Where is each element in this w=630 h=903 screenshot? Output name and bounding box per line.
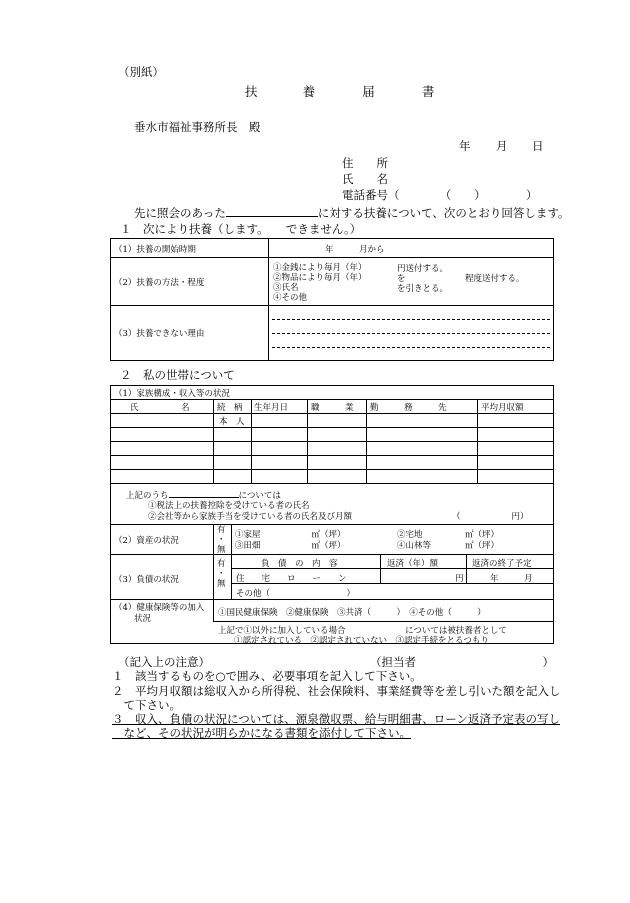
method-label: （2）扶養の方法・程度 bbox=[114, 278, 205, 288]
debt-yn: 有 ・ 無 bbox=[217, 559, 226, 589]
debt-header-amount: 返済（年）額 bbox=[387, 559, 439, 569]
insurance-label2: 状況 bbox=[134, 614, 152, 624]
intro-after-text: に対する扶養について、次のとおり回答します。 bbox=[317, 206, 570, 220]
debt-other: その他（ ） bbox=[236, 589, 356, 599]
note-line2: ①税法上の扶養控除を受けている者の氏名 bbox=[148, 501, 310, 511]
asset-forest: ④山林等 ㎡（坪） bbox=[397, 541, 500, 551]
note-item: １ 該当するものを○で囲み、必要事項を記入して下さい。 bbox=[112, 669, 422, 683]
phone-label: 電話番号（ （ ） ） bbox=[342, 188, 538, 202]
debt-header-end: 返済の終了予定 bbox=[472, 559, 532, 569]
col-income: 平均月収額 bbox=[481, 403, 524, 413]
section2-heading: ２ 私の世帯について bbox=[120, 368, 235, 382]
note-line1: 上記のうち については bbox=[126, 488, 281, 501]
method-line: ③氏名 bbox=[273, 283, 299, 293]
title-char: 扶 bbox=[245, 84, 258, 99]
col-occupation: 職 業 bbox=[311, 403, 354, 413]
note-line3: ②会社等から家族手当を受けている者の氏名及び月額 bbox=[148, 512, 353, 522]
address-label: 住 所 bbox=[342, 156, 388, 170]
note-item: など、その状況が明らかになる書類を添付して下さい。 bbox=[112, 726, 411, 740]
insurance-label: （4）健康保険等の加入 bbox=[114, 603, 205, 613]
date-day: 日 bbox=[532, 139, 544, 153]
insurance-options: ①国民健康保険 ②健康保険 ③共済（ ） ④その他（ ） bbox=[218, 608, 486, 618]
note-item: ２ 平均月収額は総収入から所得税、社会保険料、事業経費等を差し引いた額を記入し bbox=[112, 684, 561, 698]
method-right: を 程度送付する。 bbox=[397, 274, 525, 284]
note-line3-amount: （ 円） bbox=[452, 512, 529, 522]
debt-housing-yen: 円 bbox=[455, 574, 464, 584]
self-relation: 本 人 bbox=[219, 417, 245, 427]
note-item: ３ 収入、負債の状況については、源泉徴収票、給与明細書、ローン返済予定表の写し bbox=[112, 712, 561, 726]
col-workplace: 勤 務 先 bbox=[370, 403, 447, 413]
reason-label: （3）扶養できない理由 bbox=[114, 329, 205, 339]
asset-house: ①家屋 ㎡（坪） bbox=[235, 530, 346, 540]
asset-field: ③田畑 ㎡（坪） bbox=[235, 541, 346, 551]
col-name: 氏 名 bbox=[130, 403, 190, 413]
reason-line[interactable] bbox=[272, 319, 550, 320]
date-year: 年 bbox=[459, 139, 471, 153]
col-relation: 続 柄 bbox=[217, 403, 243, 413]
debt-header-content: 負 債 の 内 容 bbox=[261, 559, 338, 569]
person-in-charge: （担当者 ） bbox=[370, 655, 554, 669]
title-char: 養 bbox=[302, 84, 316, 99]
note-item: て下さい。 bbox=[112, 698, 181, 712]
intro-sentence bbox=[134, 205, 570, 221]
debt-housing-loan: 住 宅 ロ ー ン bbox=[236, 574, 347, 584]
intro-text: 先に照会のあった bbox=[134, 206, 226, 220]
document-title bbox=[245, 81, 434, 100]
reason-line[interactable] bbox=[272, 333, 550, 334]
method-line: ①金銭により毎月（年） bbox=[273, 263, 367, 273]
notes-heading: （記入上の注意） bbox=[118, 655, 210, 669]
debt-housing-end: 年 月 bbox=[490, 574, 533, 584]
annex-label: （別紙） bbox=[118, 65, 164, 79]
start-time-value: 年 月から bbox=[325, 245, 385, 255]
insurance-note2: ①認定されている ②認定されていない ③認定手続をとるつもり bbox=[234, 636, 489, 646]
family-title: （1）家族構成・収入等の状況 bbox=[114, 389, 230, 399]
start-time-label: （1）扶養の開始時期 bbox=[114, 245, 196, 255]
addressee: 垂水市福祉事務所長 殿 bbox=[134, 120, 261, 134]
asset-land: ②宅地 ㎡（坪） bbox=[397, 530, 500, 540]
method-line: ④その他 bbox=[273, 293, 308, 303]
title-char: 届 bbox=[362, 84, 375, 99]
method-line: ②物品により毎月（年） bbox=[273, 273, 367, 283]
name-label: 氏 名 bbox=[342, 172, 388, 186]
date-month: 月 bbox=[496, 139, 508, 153]
method-right: 円送付する。 bbox=[397, 264, 449, 274]
insurance-note1: 上記で①以外に加入している場合 については被扶養者として bbox=[218, 626, 507, 636]
method-right: を引きとる。 bbox=[397, 284, 449, 294]
section1-heading: １ 次により扶養（します。 できません。） bbox=[120, 222, 362, 236]
col-birthdate: 生年月日 bbox=[254, 403, 289, 413]
assets-label: （2）資産の状況 bbox=[114, 536, 179, 546]
debt-label: （3）負債の状況 bbox=[114, 575, 179, 585]
reason-line[interactable] bbox=[272, 347, 550, 348]
intro-blank[interactable] bbox=[226, 205, 318, 217]
assets-yn: 有 ・ 無 bbox=[217, 525, 226, 555]
title-char: 書 bbox=[421, 84, 435, 99]
